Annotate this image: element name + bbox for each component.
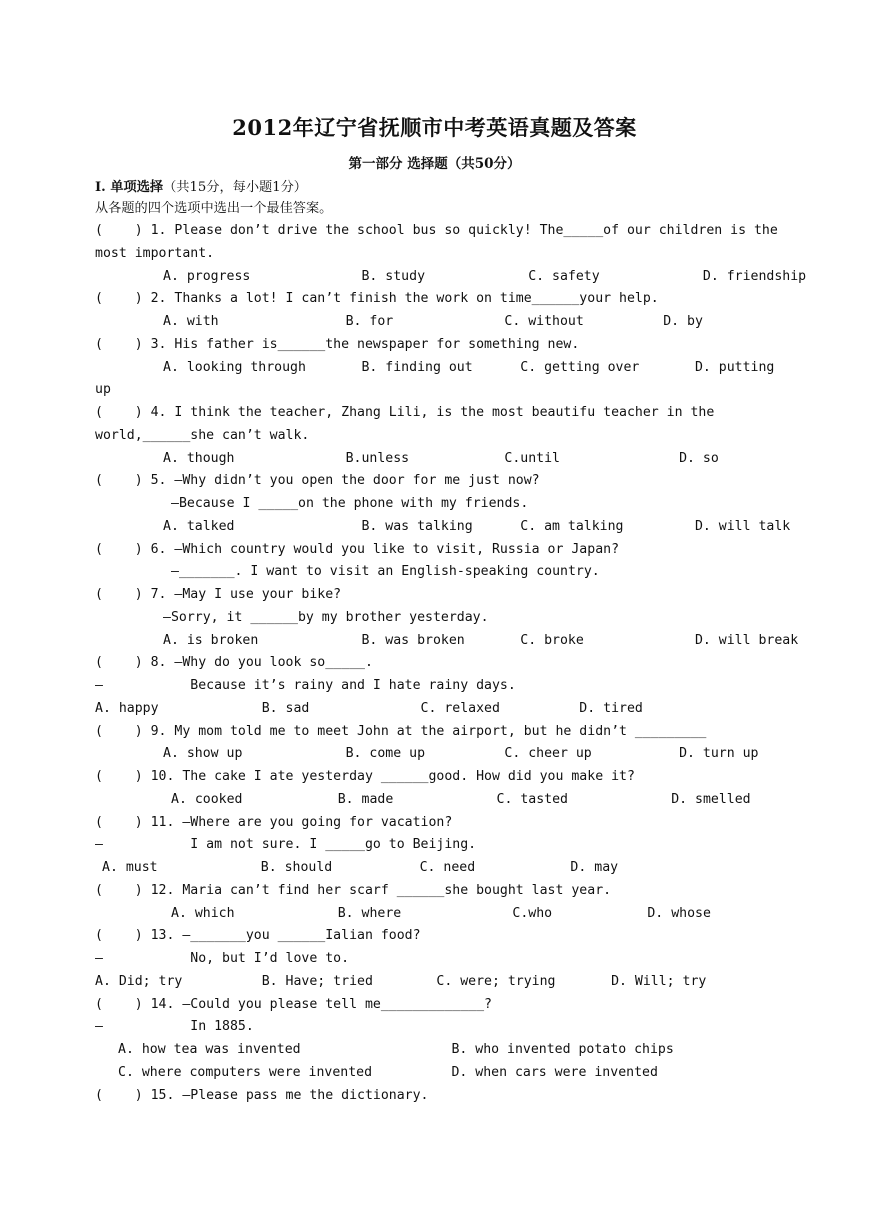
- option-line: A. show up B. come up C. cheer up D. turn up: [163, 746, 759, 761]
- dialogue-line: — No, but I’d love to.: [95, 951, 350, 966]
- dialogue-line: —Sorry, it ______by my brother yesterday.: [163, 610, 489, 625]
- question-line: ( ) 8. —Why do you look so_____.: [95, 655, 373, 670]
- question-line: ( ) 7. —May I use your bike?: [95, 587, 342, 602]
- dialogue-line: — I am not sure. I _____go to Beijing.: [95, 837, 477, 852]
- section-heading-row: [95, 179, 307, 197]
- question-line: ( ) 15. —Please pass me the dictionary.: [95, 1088, 429, 1103]
- option-line: A. with B. for C. without D. by: [163, 314, 703, 329]
- instruction-text: 从各题的四个选项中选出一个最佳答案。: [95, 201, 333, 216]
- option-line: A. which B. where C.who D. whose: [171, 906, 711, 921]
- dialogue-line: — In 1885.: [95, 1019, 254, 1034]
- option-line: A. looking through B. finding out C. getting over D. putting: [163, 360, 775, 375]
- question-line: world,______she can’t walk.: [95, 428, 310, 443]
- option-line: up: [95, 382, 111, 397]
- section-note: （共15分，每小题1分）: [163, 180, 307, 195]
- option-line: A. how tea was invented B. who invented potato chips: [118, 1042, 674, 1057]
- question-line: most important.: [95, 246, 215, 261]
- option-line: A. is broken B. was broken C. broke D. will break: [163, 633, 799, 648]
- option-line: A. though B.unless C.until D. so: [163, 451, 719, 466]
- dialogue-line: — Because it’s rainy and I hate rainy days.: [95, 678, 516, 693]
- question-line: ( ) 10. The cake I ate yesterday ______good. How did you make it?: [95, 769, 635, 784]
- page-title: 2012年辽宁省抚顺市中考英语真题及答案: [232, 115, 637, 140]
- dialogue-line: —Because I _____on the phone with my friends.: [171, 496, 529, 511]
- part-subtitle: 第一部分 选择题（共50分）: [348, 156, 521, 172]
- question-line: ( ) 9. My mom told me to meet John at the airport, but he didn’t _________: [95, 724, 707, 739]
- question-line: ( ) 3. His father is______the newspaper for something new.: [95, 337, 580, 352]
- question-line: ( ) 12. Maria can’t find her scarf ______she bought last year.: [95, 883, 612, 898]
- question-line: ( ) 1. Please don’t drive the school bus so quickly! The_____of our children is the: [95, 223, 778, 238]
- option-line: A. happy B. sad C. relaxed D. tired: [95, 701, 643, 716]
- option-line: A. talked B. was talking C. am talking D. will talk: [163, 519, 791, 534]
- question-line: ( ) 5. —Why didn’t you open the door for me just now?: [95, 473, 540, 488]
- question-line: ( ) 13. —_______you ______Ialian food?: [95, 928, 421, 943]
- question-line: ( ) 2. Thanks a lot! I can’t finish the work on time______your help.: [95, 291, 659, 306]
- question-line: ( ) 4. I think the teacher, Zhang Lili, is the most beautifu teacher in the: [95, 405, 715, 420]
- question-line: ( ) 6. —Which country would you like to visit, Russia or Japan?: [95, 542, 620, 557]
- option-line: C. where computers were invented D. when cars were invented: [118, 1065, 658, 1080]
- question-line: ( ) 14. —Could you please tell me_____________?: [95, 997, 492, 1012]
- option-line: A. cooked B. made C. tasted D. smelled: [171, 792, 751, 807]
- section-heading: Ⅰ. 单项选择: [95, 180, 164, 195]
- dialogue-line: —_______. I want to visit an English-speaking country.: [171, 564, 600, 579]
- option-line: A. progress B. study C. safety D. friendship: [163, 269, 807, 284]
- question-line: ( ) 11. —Where are you going for vacation?: [95, 815, 453, 830]
- option-line: A. Did; try B. Have; tried C. were; trying D. Will; try: [95, 974, 707, 989]
- option-line: A. must B. should C. need D. may: [102, 860, 619, 875]
